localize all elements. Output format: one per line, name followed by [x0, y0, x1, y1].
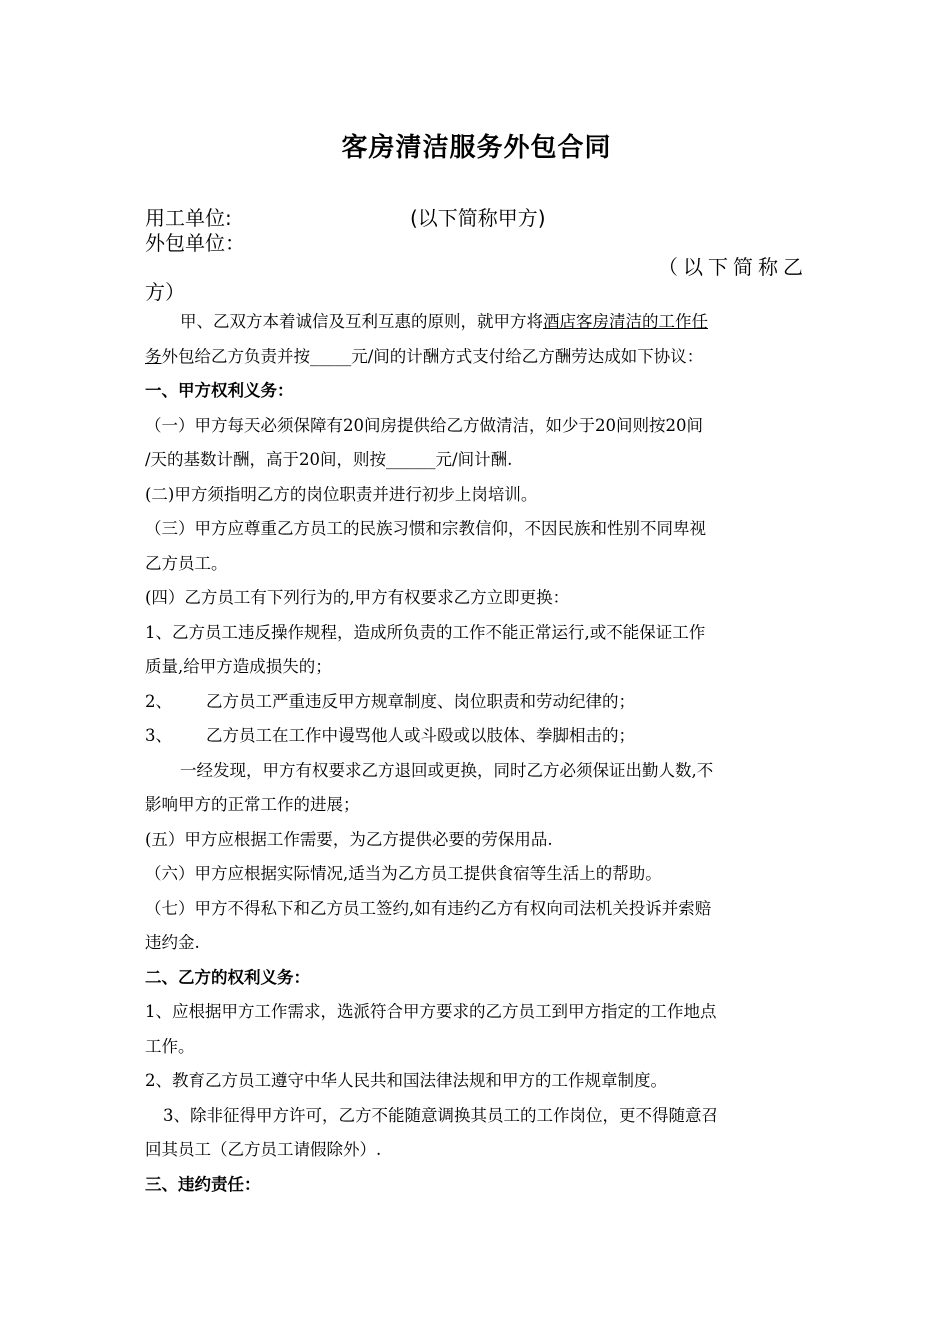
intro-line-2	[145, 340, 808, 375]
clause-line: 1、乙方员工违反操作规程，造成所负责的工作不能正常运行,或不能保证工作	[145, 622, 706, 642]
clause-line	[145, 685, 808, 720]
clause-line: /天的基数计酬，高于20间，则按______元/间计酬.	[145, 450, 513, 469]
clause-line: 乙方员工。	[145, 553, 228, 573]
clause-line: （三）甲方应尊重乙方员工的民族习惯和宗教信仰，不因民族和性别不同卑视	[145, 519, 706, 538]
clause-line: 回其员工（乙方员工请假除外）.	[145, 1140, 382, 1159]
clause-line: 质量,给甲方造成损失的；	[145, 657, 332, 676]
clause-line: 工作。	[145, 1036, 195, 1056]
intro-underlined-text: 务	[145, 346, 162, 366]
clause-line: （七）甲方不得私下和乙方员工签约,如有违约乙方有权向司法机关投诉并索赔	[145, 898, 712, 918]
item-number: 2、	[145, 691, 172, 711]
party-b-label: 外包单位：	[145, 231, 245, 255]
party-a-row	[145, 206, 808, 231]
contract-page	[145, 128, 808, 1202]
clause-line: （六）甲方应根据实际情况,适当为乙方员工提供食宿等生活上的帮助。	[145, 864, 662, 883]
clause-line: 影响甲方的正常工作的进展；	[145, 795, 360, 814]
section-heading: 二、乙方的权利义务：	[145, 967, 310, 987]
section-heading: 三、违约责任：	[145, 1174, 261, 1194]
party-b-note: （以下简称乙	[658, 255, 808, 279]
item-number: 3、	[145, 726, 172, 745]
clause-line: 违约金.	[145, 933, 200, 952]
clause-line: 3、除非征得甲方许可，乙方不能随意调换其员工的工作岗位，更不得随意召	[163, 1105, 718, 1125]
intro-text: 甲、乙双方本着诚信及互利互惠的原则，就甲方将	[180, 312, 543, 331]
page-title: 客房清洁服务外包合同	[341, 133, 612, 163]
intro-text: 外包给乙方负责并按_____元/间的计酬方式支付给乙方酬劳达成如下协议：	[161, 346, 704, 366]
party-a-note: (以下简称甲方)	[410, 206, 546, 230]
clause-line: 一经发现，甲方有权要求乙方退回或更换，同时乙方必须保证出勤人数,不	[180, 760, 714, 780]
item-text: 乙方员工在工作中谩骂他人或斗殴或以肢体、拳脚相击的；	[206, 726, 635, 745]
section-heading: 一、甲方权利义务：	[145, 381, 294, 400]
party-b-note-tail: 方）	[145, 280, 185, 304]
clause-line: 1、应根据甲方工作需求，选派符合甲方要求的乙方员工到甲方指定的工作地点	[145, 1002, 717, 1021]
clause-line: (四）乙方员工有下列行为的,甲方有权要求乙方立即更换：	[145, 588, 570, 607]
clause-line: (五）甲方应根据工作需要，为乙方提供必要的劳保用品.	[145, 829, 553, 849]
clause-line: (二)甲方须指明乙方的岗位职责并进行初步上岗培训。	[145, 484, 538, 504]
clause-line: 2、教育乙方员工遵守中华人民共和国法律法规和甲方的工作规章制度。	[145, 1071, 667, 1090]
party-b-row	[145, 231, 808, 279]
clause-line: （一）甲方每天必须保障有20间房提供给乙方做清洁，如少于20间则按20间	[145, 415, 703, 435]
clause-line	[145, 719, 808, 754]
intro-underlined-text: 酒店客房清洁的工作任	[543, 312, 708, 331]
item-text: 乙方员工严重违反甲方规章制度、岗位职责和劳动纪律的；	[206, 691, 635, 711]
party-a-label: 用工单位:	[145, 206, 232, 230]
intro-line-1	[145, 305, 808, 340]
